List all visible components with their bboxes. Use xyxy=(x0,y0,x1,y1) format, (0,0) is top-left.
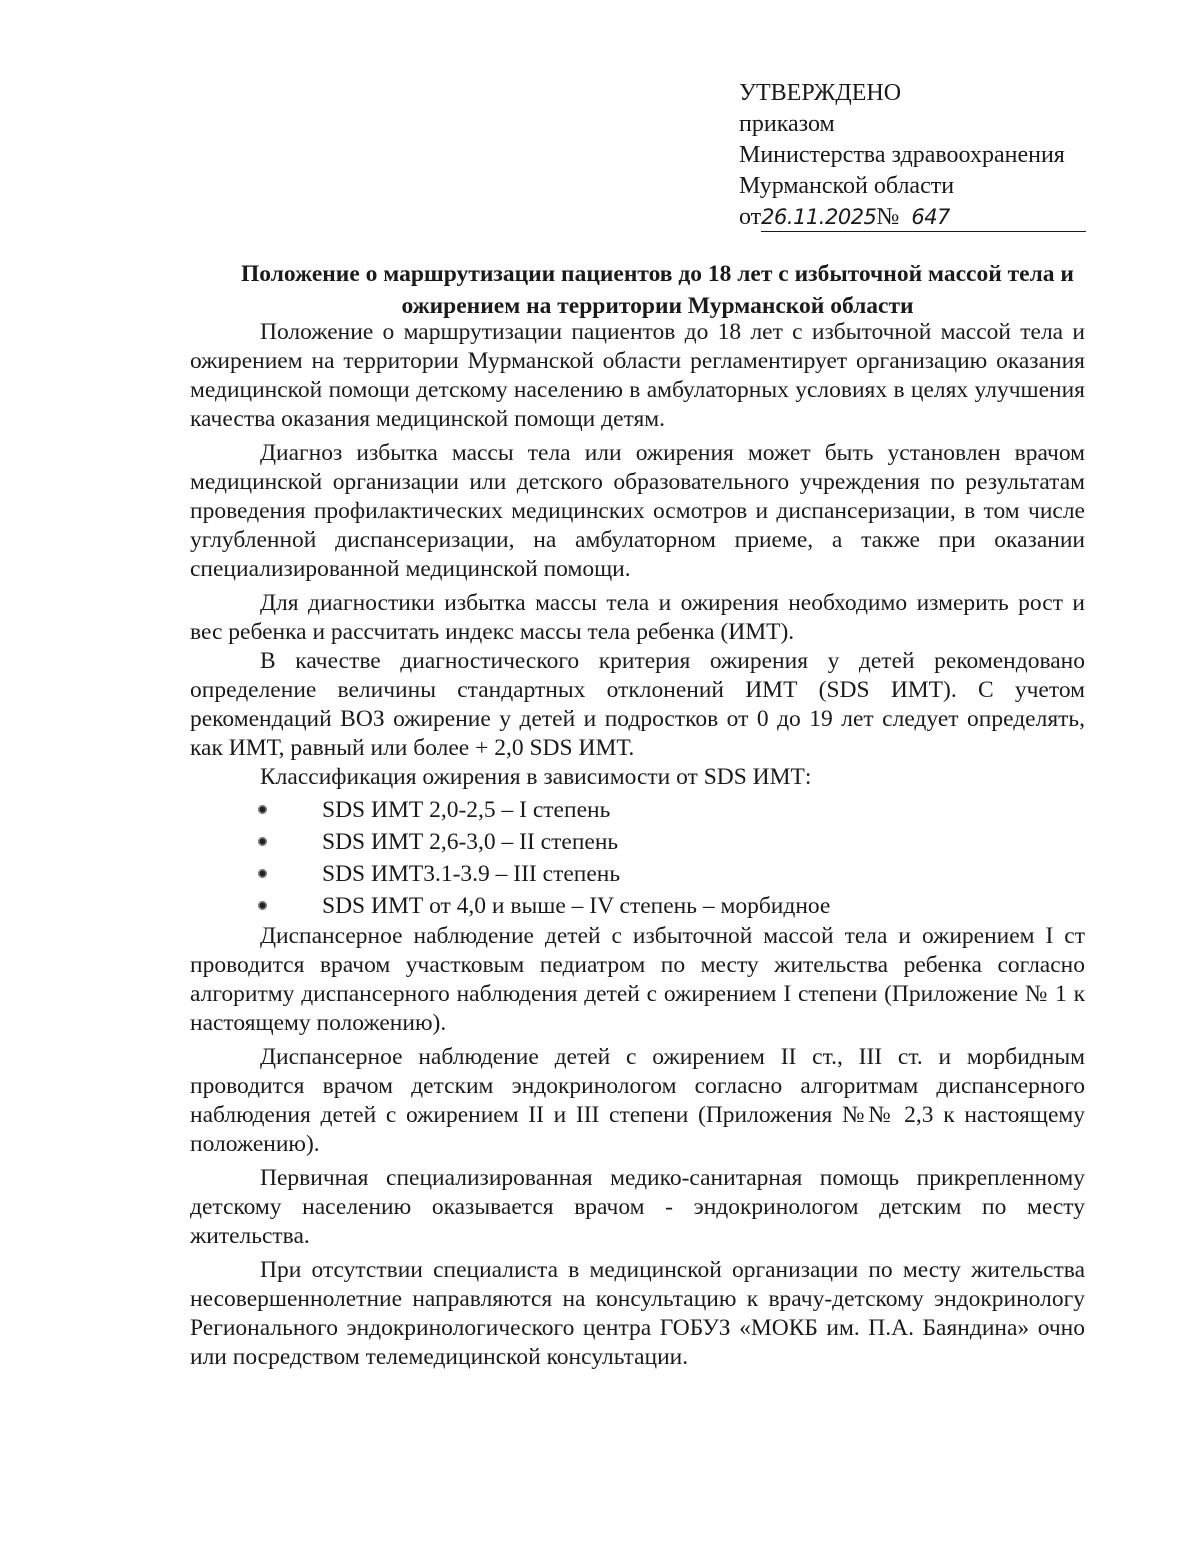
classification-item-text: SDS ИМТ3.1-3.9 – III степень xyxy=(322,861,621,887)
order-underline xyxy=(761,231,1086,232)
list-item xyxy=(190,794,1085,826)
paragraph-primary-care: Первичная специализированная медико-санитарная помощь прикрепленному детскому населению оказывается врачом - эндокринологом детским по месту жительства. xyxy=(190,1165,1085,1249)
approval-region: Мурманской области xyxy=(739,173,955,199)
paragraph-measurement: Для диагностики избытка массы тела и ожирения необходимо измерить рост и вес ребенка и рассчитать индекс массы тела ребенка (ИМТ). xyxy=(190,590,1085,645)
approval-by-order: приказом xyxy=(739,111,835,137)
bullet-icon xyxy=(258,869,267,878)
classification-item-text: SDS ИМТ от 4,0 и выше – IV степень – морбидное xyxy=(322,893,831,919)
approval-heading: УТВЕРЖДЕНО xyxy=(739,80,902,106)
list-item xyxy=(190,890,1085,922)
paragraph-dispensary-second: Диспансерное наблюдение детей с ожирением II ст., III ст. и морбидным проводится врачом детским эндокринологом согласно алгоритмам диспансерного наблюдения детей с ожирением II и III степени (Приложения №№ 2,3 к настоящему положению). xyxy=(190,1044,1085,1157)
order-date: 26.11.2025 xyxy=(761,205,877,229)
order-reference xyxy=(739,202,1119,233)
document-body xyxy=(190,318,1085,1377)
list-item xyxy=(190,858,1085,890)
classification-list xyxy=(190,794,1085,922)
bullet-icon xyxy=(258,805,267,814)
paragraph-classification-heading: Классификация ожирения в зависимости от SDS ИМТ: xyxy=(260,764,812,790)
classification-item-text: SDS ИМТ 2,0-2,5 – I степень xyxy=(322,797,611,823)
paragraph-referral: При отсутствии специалиста в медицинской организации по месту жительства несовершеннолетние направляются на консультацию к врачу-детскому эндокринологу Регионального эндокринологического центра ГОБУЗ «МОКБ им. П.А. Баяндина» очно или посредством телемедицинской консультации. xyxy=(190,1257,1085,1370)
approval-block xyxy=(739,78,1119,233)
paragraph-dispensary-first: Диспансерное наблюдение детей с избыточной массой тела и ожирением I ст проводится врачом участковым педиатром по месту жительства ребенка согласно алгоритму диспансерного наблюдения детей с ожирением I степени (Приложение № 1 к настоящему положению). xyxy=(190,923,1085,1036)
bullet-icon xyxy=(258,901,267,910)
classification-item-text: SDS ИМТ 2,6-3,0 – II степень xyxy=(322,829,619,855)
list-item xyxy=(190,826,1085,858)
paragraph-diagnosis: Диагноз избытка массы тела или ожирения может быть установлен врачом медицинской организации или детского образовательного учреждения по результатам проведения профилактических медицинских осмотров и диспансеризации, в том числе углубленной диспансеризации, на амбулаторном приеме, а также при оказании специализированной медицинской помощи. xyxy=(190,440,1085,582)
order-number-label: № xyxy=(876,204,900,230)
bullet-icon xyxy=(258,837,267,846)
order-number: 647 xyxy=(911,205,950,229)
paragraph-intro: Положение о маршрутизации пациентов до 18 лет с избыточной массой тела и ожирением на территории Мурманской области регламентирует организацию оказания медицинской помощи детскому населению в амбулаторных условиях в целях улучшения качества оказания медицинской помощи детям. xyxy=(190,319,1085,432)
paragraph-criterion: В качестве диагностического критерия ожирения у детей рекомендовано определение величины стандартных отклонений ИМТ (SDS ИМТ). С учетом рекомендаций ВОЗ ожирение у детей и подростков от 0 до 19 лет следует определять, как ИМТ, равный или более + 2,0 SDS ИМТ. xyxy=(190,648,1085,761)
document-title: Положение о маршрутизации пациентов до 18 лет с избыточной массой тела и ожирением на территории Мурманской области xyxy=(241,261,1074,319)
order-from-label: от xyxy=(739,204,762,230)
approval-ministry: Министерства здравоохранения xyxy=(739,142,1065,168)
